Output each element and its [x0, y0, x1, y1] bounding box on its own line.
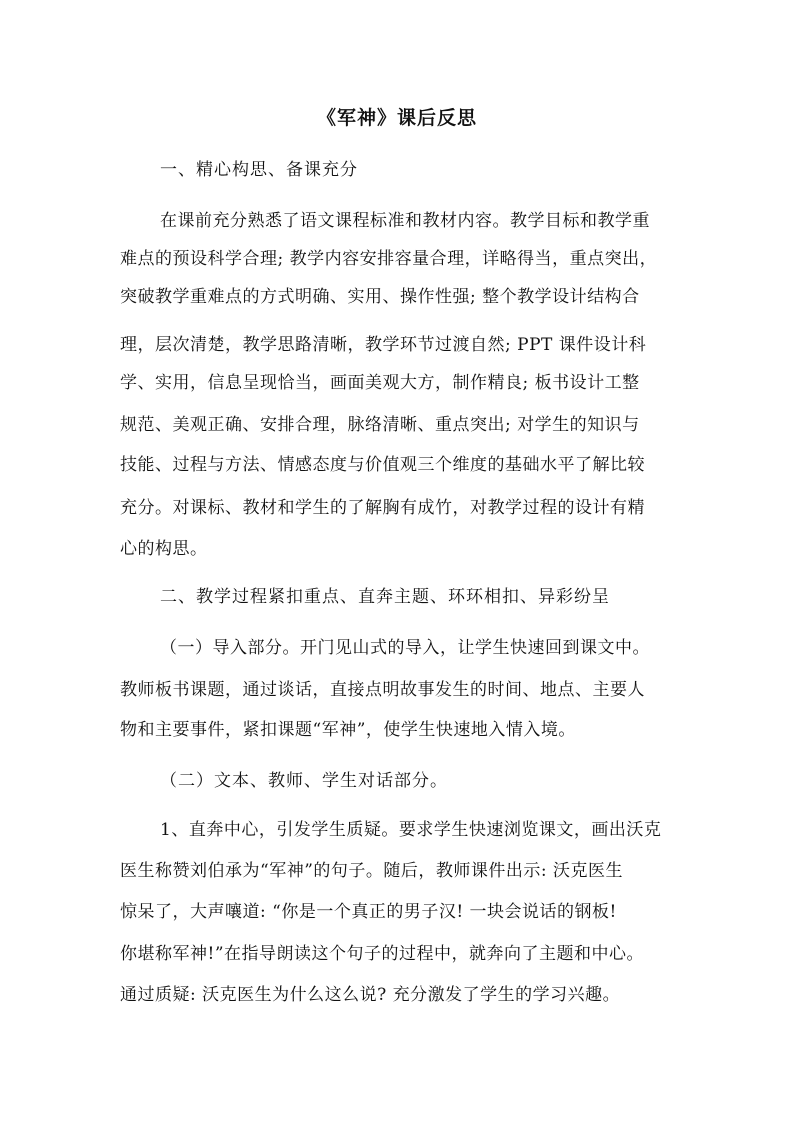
- paragraph-line: 技能、过程与方法、情感态度与价值观三个维度的基础水平了解比较: [120, 455, 645, 475]
- paragraph-line: 难点的预设科学合理; 教学内容安排容量合理，详略得当，重点突出，: [120, 249, 658, 269]
- paragraph-line: 教师板书课题，通过谈话，直接点明故事发生的时间、地点、主要人: [120, 680, 645, 700]
- paragraph-line: （一）导入部分。开门见山式的导入，让学生快速回到课文中。: [160, 638, 650, 658]
- paragraph-line: 在课前充分熟悉了语文课程标准和教材内容。教学目标和教学重: [160, 211, 650, 231]
- paragraph-line: 充分。对课标、教材和学生的了解胸有成竹，对教学过程的设计有精: [120, 498, 645, 518]
- paragraph-line: 规范、美观正确、安排合理，脉络清晰、重点突出; 对学生的知识与: [120, 415, 640, 435]
- section-1-heading: 一、精心构思、备课充分: [160, 160, 358, 180]
- paragraph-line: 通过质疑: 沃克医生为什么这么说? 充分激发了学生的学习兴趣。: [120, 985, 621, 1005]
- paragraph-line: 学、实用，信息呈现恰当，画面美观大方，制作精良; 板书设计工整: [120, 373, 640, 393]
- paragraph-line: 突破教学重难点的方式明确、实用、操作性强; 整个教学设计结构合: [120, 287, 640, 307]
- paragraph-line: 理，层次清楚，教学思路清晰，教学环节过渡自然; PPT 课件设计科: [120, 335, 647, 355]
- subsection-heading: （二）文本、教师、学生对话部分。: [160, 771, 448, 791]
- paragraph-line: 你堪称军神!”在指导朗读这个句子的过程中，就奔向了主题和中心。: [120, 944, 645, 964]
- paragraph-line: 物和主要事件，紧扣课题“军神”，使学生快速地入情入境。: [120, 720, 576, 740]
- section-2-heading: 二、教学过程紧扣重点、直奔主题、环环相扣、异彩纷呈: [160, 587, 610, 607]
- paragraph-line: 惊呆了，大声嚷道: “你是一个真正的男子汉! 一块会说话的钢板!: [120, 902, 617, 922]
- paragraph-line: 心的构思。: [120, 539, 208, 559]
- paragraph-line: 1、直奔中心，引发学生质疑。要求学生快速浏览课文，画出沃克: [160, 820, 662, 840]
- paragraph-line: 医生称赞刘伯承为“军神”的句子。随后，教师课件出示: 沃克医生: [120, 861, 624, 881]
- document-title: 《军神》课后反思: [316, 107, 477, 129]
